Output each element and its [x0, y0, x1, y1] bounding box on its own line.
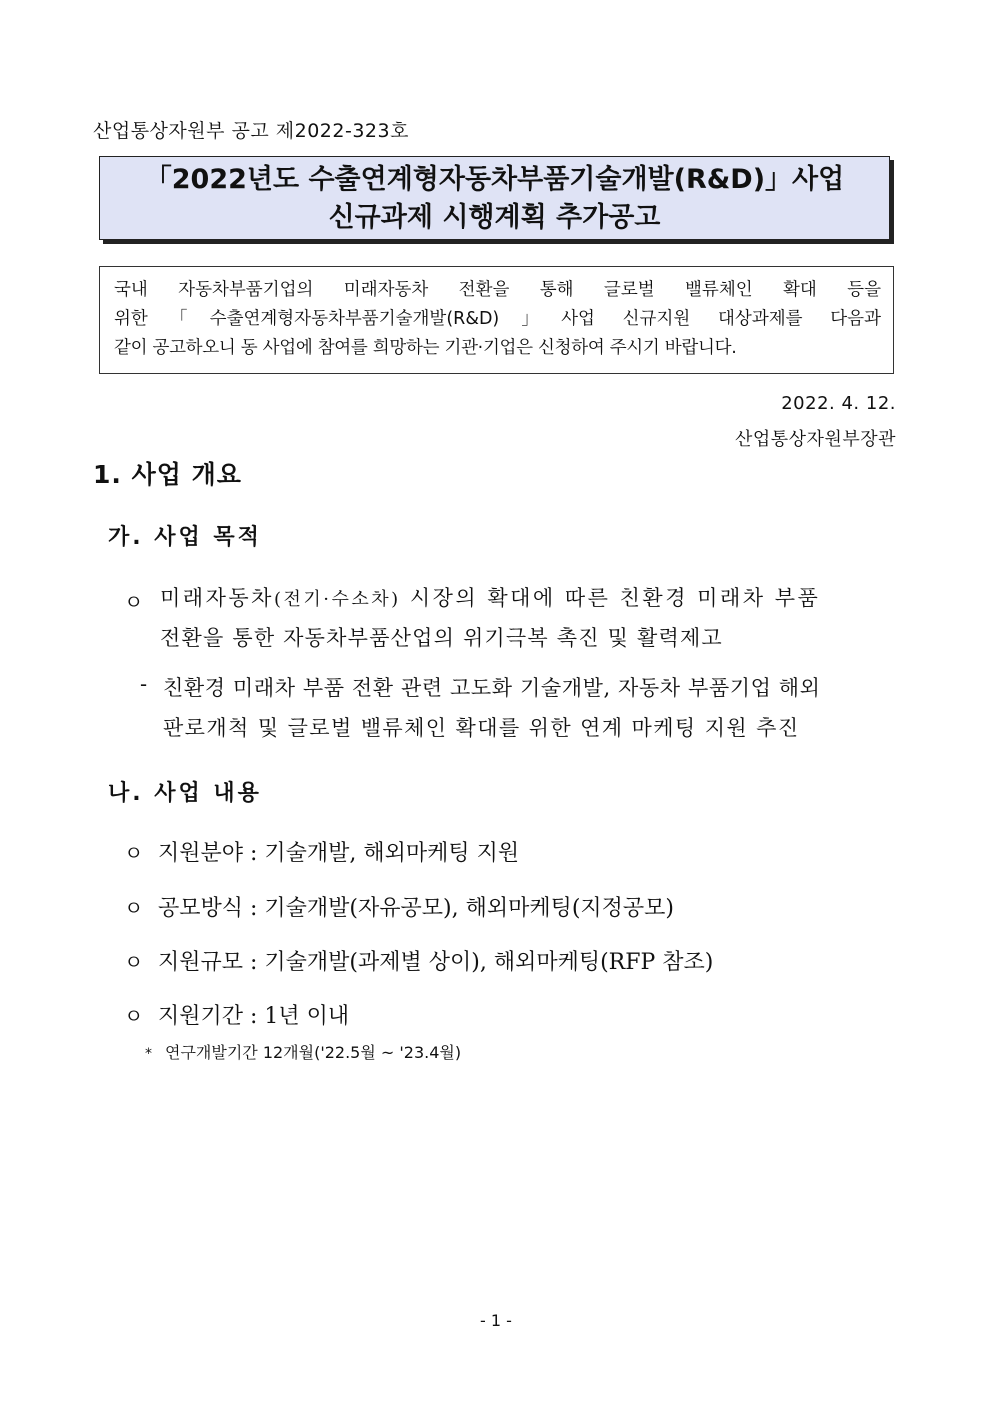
- issuer: 산업통상자원부장관: [735, 429, 896, 450]
- intro-line-2: 위한「수출연계형자동차부품기술개발(R&D)」사업 신규지원 대상과제를 다음과: [114, 309, 881, 329]
- content-item: [124, 999, 349, 1030]
- footnote-text: 연구개발기간 12개월('22.5월 ~ '23.4월): [165, 1043, 462, 1062]
- purpose-bullet-text-b: 시장의 확대에 따른 친환경 미래차 부품: [400, 586, 821, 610]
- purpose-bullet-text-a: 미래자동차: [160, 586, 274, 610]
- intro-line-3: 같이 공고하오니 동 사업에 참여를 희망하는 기관·기업은 신청하여 주시기 바랍니다.: [114, 338, 737, 358]
- bullet-mark: ㅇ: [124, 590, 144, 614]
- item-text: 지원기간 : 1년 이내: [158, 1004, 350, 1029]
- item-text: 지원규모 : 기술개발(과제별 상이), 해외마케팅(RFP 참조): [158, 950, 714, 975]
- footnote-mark: *: [145, 1046, 152, 1062]
- content-item: [124, 945, 713, 976]
- subsection-heading-purpose: 가. 사업 목적: [108, 525, 262, 550]
- page-number: - 1 -: [480, 1311, 512, 1330]
- content-item: [124, 836, 519, 867]
- title-line-2: 신규과제 시행계획 추가공고: [328, 202, 661, 233]
- purpose-bullet-line-1: [160, 582, 896, 612]
- title-box: [99, 156, 890, 240]
- item-mark: ㅇ: [124, 1004, 144, 1028]
- notice-number: 산업통상자원부 공고 제2022-323호: [93, 120, 409, 142]
- item-text: 공모방식 : 기술개발(자유공모), 해외마케팅(지정공모): [158, 896, 675, 921]
- purpose-bullet-paren: (전기·수소차): [273, 589, 401, 610]
- purpose-dash-line-1: 친환경 미래차 부품 전환 관련 고도화 기술개발, 자동차 부품기업 해외: [163, 676, 821, 700]
- intro-box: [99, 266, 894, 374]
- section-heading: 1. 사업 개요: [93, 460, 242, 489]
- purpose-dash-line-2: 판로개척 및 글로벌 밸류체인 확대를 위한 연계 마케팅 지원 추진: [163, 716, 800, 740]
- footnote: [145, 1040, 461, 1063]
- dash-mark: -: [140, 672, 148, 696]
- item-text: 지원분야 : 기술개발, 해외마케팅 지원: [158, 841, 520, 866]
- subsection-heading-content: 나. 사업 내용: [108, 781, 262, 806]
- announcement-date: 2022. 4. 12.: [781, 393, 896, 414]
- purpose-bullet-line-2: 전환을 통한 자동차부품산업의 위기극복 촉진 및 활력제고: [160, 626, 723, 650]
- item-mark: ㅇ: [124, 841, 144, 865]
- title-line-1: 「2022년도 수출연계형자동차부품기술개발(R&D)」사업: [144, 164, 845, 195]
- intro-line-1: 국내 자동차부품기업의 미래자동차 전환을 통해 글로벌 밸류체인 확대 등을: [114, 280, 881, 300]
- item-mark: ㅇ: [124, 950, 144, 974]
- content-item: [124, 891, 674, 922]
- item-mark: ㅇ: [124, 896, 144, 920]
